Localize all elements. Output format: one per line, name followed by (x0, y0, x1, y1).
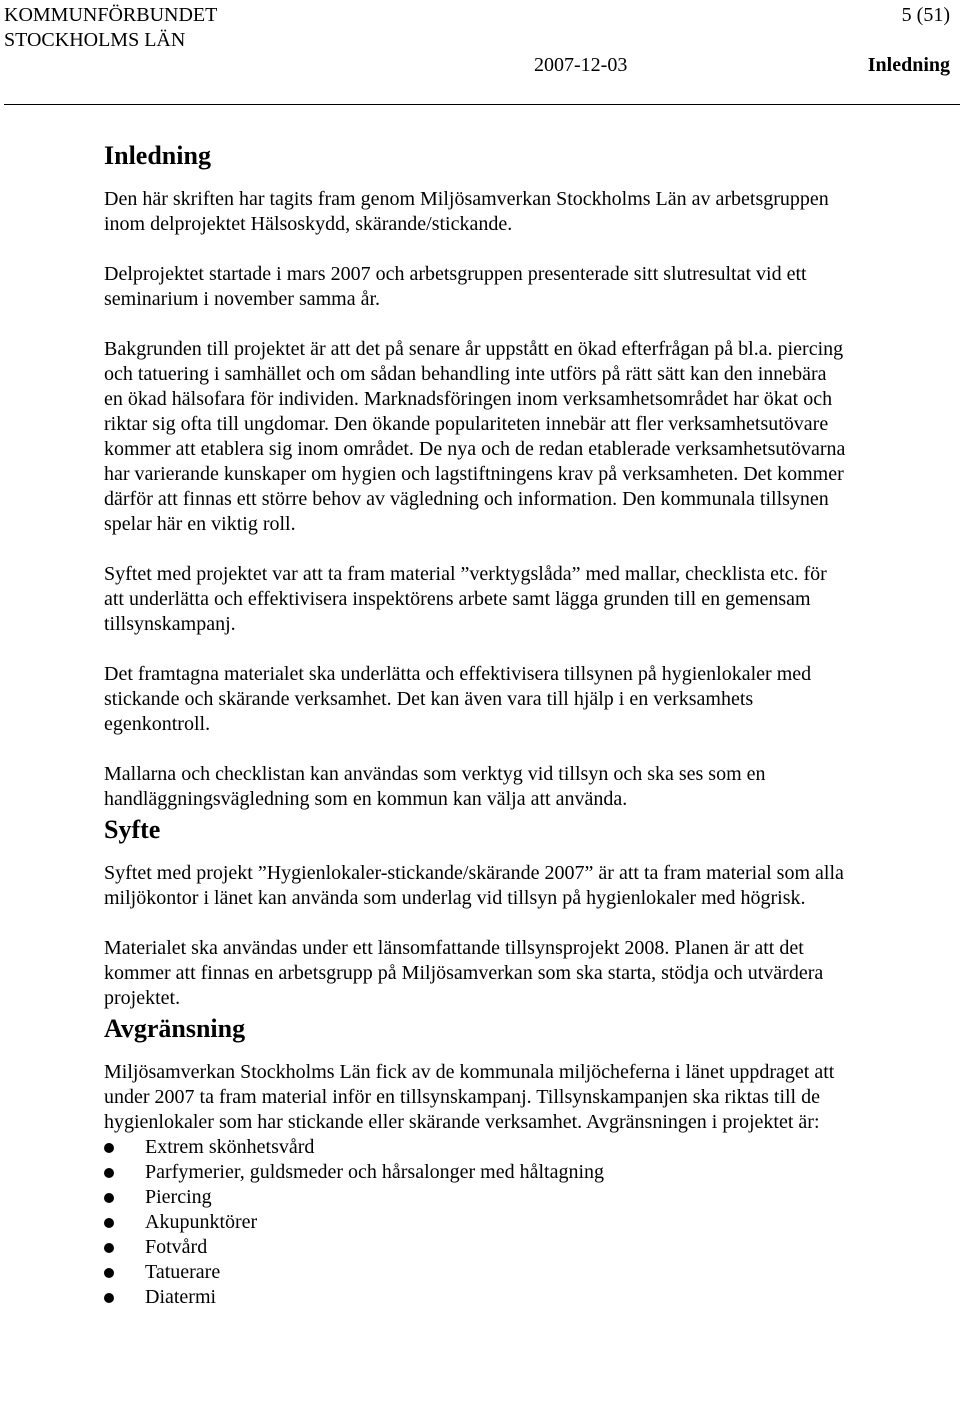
paragraph: Miljösamverkan Stockholms Län fick av de kommunala miljöcheferna i länet uppdraget att under 2007 ta fram material inför en tillsynskampanj. Tillsynskampanjen ska riktas till de hygienlokaler som har stickande eller skärande verksamhet. Avgränsningen i projektet är: (104, 1061, 835, 1133)
scope-list (104, 1135, 849, 1310)
list-item-text: Diatermi (145, 1286, 217, 1308)
page-header (0, 0, 960, 106)
org-name-line1: KOMMUNFÖRBUNDET (4, 4, 218, 26)
bullet-icon (104, 1218, 114, 1228)
heading-inledning: Inledning (104, 141, 211, 170)
bullet-icon (104, 1243, 114, 1253)
list-item (104, 1185, 849, 1210)
list-item-text: Extrem skönhetsvård (145, 1136, 315, 1158)
section-avgransning (104, 1012, 849, 1310)
paragraph: Delprojektet startade i mars 2007 och arbetsgruppen presenterade sitt slutresultat vid ett seminarium i november samma år. (104, 263, 807, 310)
bullet-icon (104, 1143, 114, 1153)
list-item-text: Piercing (145, 1186, 212, 1208)
list-item (104, 1260, 849, 1285)
bullet-icon (104, 1168, 114, 1178)
paragraph: Det framtagna materialet ska underlätta och effektivisera tillsynen på hygienlokaler med stickande och skärande verksamhet. Det kan även vara till hjälp i en verksamhets egenkontroll. (104, 663, 812, 735)
list-item-text: Parfymerier, guldsmeder och hårsalonger med håltagning (145, 1161, 605, 1183)
header-divider (4, 104, 960, 105)
list-item (104, 1210, 849, 1235)
paragraph: Den här skriften har tagits fram genom Miljösamverkan Stockholms Län av arbetsgruppen inom delprojektet Hälsoskydd, skärande/stickande. (104, 188, 829, 235)
paragraph: Mallarna och checklistan kan användas som verktyg vid tillsyn och ska ses som en handläggningsvägledning som en kommun kan välja att använda. (104, 763, 766, 810)
list-item-text: Akupunktörer (145, 1211, 258, 1233)
heading-avgransning: Avgränsning (104, 1014, 246, 1043)
list-item (104, 1285, 849, 1310)
list-item (104, 1235, 849, 1260)
bullet-icon (104, 1268, 114, 1278)
section-syfte (104, 813, 849, 1011)
page-number: 5 (51) (901, 4, 950, 26)
bullet-icon (104, 1293, 114, 1303)
list-item-text: Fotvård (145, 1236, 208, 1258)
list-item (104, 1160, 849, 1185)
list-item (104, 1135, 849, 1160)
document-date: 2007-12-03 (534, 54, 628, 76)
bullet-icon (104, 1193, 114, 1203)
list-item-text: Tatuerare (145, 1261, 221, 1283)
section-title: Inledning (867, 54, 950, 76)
paragraph: Syftet med projektet var att ta fram material ”verktygslåda” med mallar, checklista etc. för att underlätta och effektivisera inspektörens arbete samt lägga grunden till en gemensam tillsynskampanj. (104, 563, 827, 635)
section-inledning (104, 139, 849, 812)
heading-syfte: Syfte (104, 815, 161, 844)
document-body (104, 138, 849, 1310)
org-name-line2: STOCKHOLMS LÄN (4, 29, 186, 51)
paragraph: Materialet ska användas under ett länsomfattande tillsynsprojekt 2008. Planen är att det kommer att finnas en arbetsgrupp på Miljösamverkan som ska starta, stödja och utvärdera projektet. (104, 937, 824, 1009)
paragraph: Syftet med projekt ”Hygienlokaler-stickande/skärande 2007” är att ta fram material som alla miljökontor i länet kan använda som underlag vid tillsyn på hygienlokaler med högrisk. (104, 862, 844, 909)
paragraph: Bakgrunden till projektet är att det på senare år uppstått en ökad efterfrågan på bl.a. piercing och tatuering i samhället och om sådan behandling inte utförs på rätt sätt kan den innebära en ökad hälsofara för individen. Marknadsföringen inom verksamhetsområdet har ökat och riktar sig ofta till ungdomar. Den ökande populariteten innebär att fler verksamhetsutövare kommer att etablera sig inom området. De nya och de redan etablerade verksamhetsutövarna har varierande kunskaper om hygien och lagstiftningens krav på verksamheten. Det kommer därför att finnas ett större behov av vägledning och information. Den kommunala tillsynen spelar här en viktig roll. (104, 338, 846, 535)
